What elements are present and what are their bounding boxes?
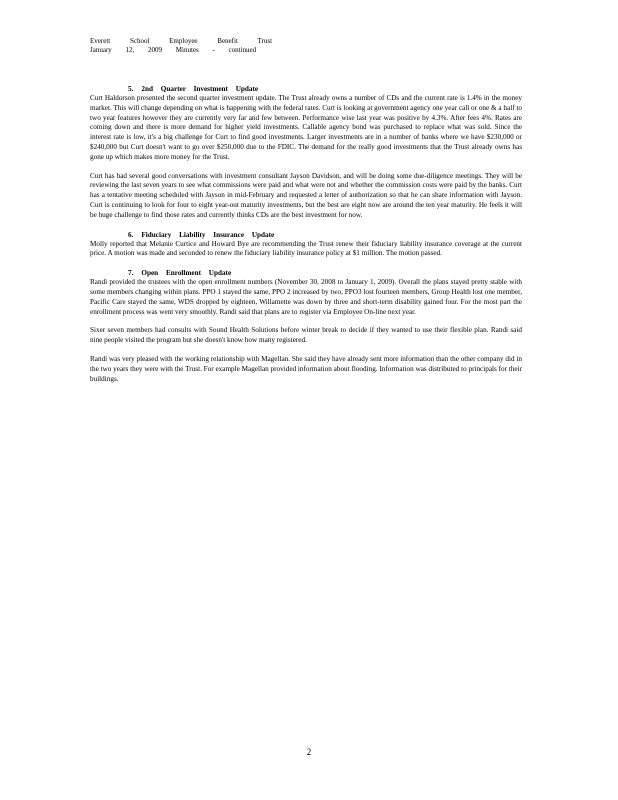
paragraph: Molly reported that Melanie Curtice and Howard Bye are recommending the Trust renew their fiduciary liability insurance coverage at the current price. A motion was made and seconded to renew the fiduciary liability insurance policy at $1 million. The motion passed. bbox=[90, 239, 522, 258]
section-open-enrollment bbox=[90, 268, 522, 384]
section-heading bbox=[128, 84, 522, 94]
paragraph: Curt Haldorson presented the second quarter investment update. The Trust already owns a number of CDs and the current rate is 1.4% in the money market. This will change depending on what is happening with the federal rates. Curt is looking at government agency one year call or one & a half to two year features however they are currently very far and few between. Performance wise last year was positive by 4.3%. After fees 4%. Rates are coming down and there is more demand for higher yield investments. Callable agency bond was purchased to replace what was sold. Since the interest rate is low, it's a big challenge for Curt to find good investments. Larger investments are in a number of banks where we have $230,000 or $240,000 but Curt doesn't want to go over $250,000 due to the FDIC. The demand for the really good investments that the Trust already owns has gone up which makes more money for the Trust. bbox=[90, 94, 522, 161]
paragraph: Randi was very pleased with the working relationship with Magellan. She said they have already sent more information than the other company did in the two years they were with the Trust. For example Magellan provided information about flooding. Information was distributed to principals for their buildings. bbox=[90, 354, 522, 383]
section-title: Fiduciary Liability Insurance Update bbox=[141, 230, 275, 239]
paragraph: Sixer seven members had consults with Sound Health Solutions before winter break to decide if they wanted to use their flexible plan. Randi said nine people visited the program but she doesn't know how many registered. bbox=[90, 326, 522, 345]
minutes-body bbox=[90, 84, 522, 393]
section-title: Open Enrollment Update bbox=[141, 269, 232, 278]
section-title: 2nd Quarter Investment Update bbox=[141, 85, 259, 93]
section-number: 6. bbox=[128, 230, 134, 239]
page-number: 2 bbox=[306, 747, 312, 757]
paragraph: Curt has had several good conversations with investment consultant Jayson Davidson, and will be doing some due-diligence meetings. They will be reviewing the last seven years to see what commissions were paid and what were not and whether the commission costs were paid by the banks. Curt has a tentative meeting scheduled with Jayson in mid-February and requested a letter of authorization so that he can share information with Jayson. Curt is continuing to look for four to eight year-out maturity investments, but the best are eight now are around the ten year maturity. He feels it will be huge challenge to find those rates and currently thinks CDs are the best investment for now. bbox=[90, 171, 522, 219]
section-heading bbox=[128, 268, 522, 278]
section-investment-update bbox=[90, 84, 522, 221]
section-heading bbox=[128, 230, 522, 240]
paragraph: Randi provided the trustees with the open enrollment numbers (November 30, 2008 to January 1, 2009). Overall the plans stayed pretty stable with some members changing within plans. PPO 1 stayed the same, PPO 2 increased by two, PPO3 lost fourteen members, Group Health lost one member, Pacific Care stayed the same, WDS dropped by eighteen, Willamette was down by three and short-term disability gained four. For the most part the enrollment process was went very smoothly. Randi said that plans are to register via Employee On-line next year. bbox=[90, 278, 522, 316]
header-title: Everett School Employee Benefit Trust bbox=[90, 37, 273, 45]
section-number: 5. bbox=[128, 85, 134, 93]
section-fiduciary-insurance bbox=[90, 230, 522, 260]
section-number: 7. bbox=[128, 269, 134, 278]
header-date: January 12, 2009 Minutes - continued bbox=[90, 46, 257, 54]
